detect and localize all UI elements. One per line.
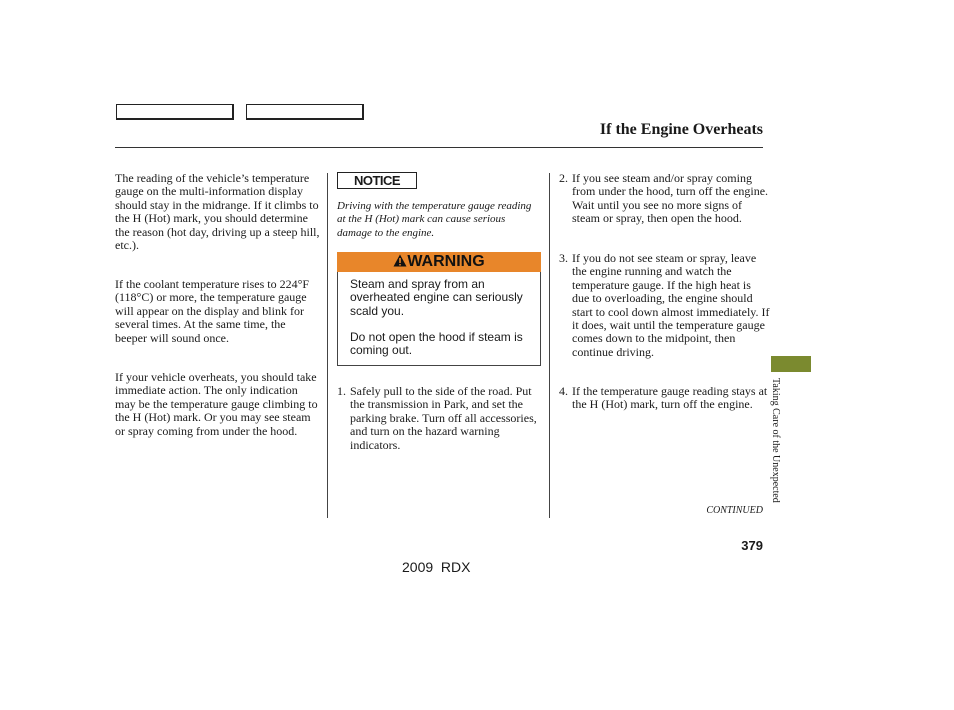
- warning-text-1: Steam and spray from an overheated engine can seriously scald you.: [350, 277, 523, 318]
- step-number: 2.: [559, 171, 568, 185]
- notice-label: NOTICE: [337, 172, 417, 189]
- step-4: [559, 385, 771, 412]
- model-label: 2009 RDX: [402, 559, 471, 575]
- step-number: 1.: [337, 384, 346, 398]
- step-text: If you see steam and/or spray coming from under the hood, turn off the engine. Wait until you see no more signs of steam or spray, then open the hood.: [572, 171, 769, 226]
- step-3: [559, 252, 771, 359]
- step-3-block: [559, 252, 771, 359]
- step-text: If the temperature gauge reading stays at the H (Hot) mark, turn off the engine.: [572, 384, 768, 412]
- warning-triangle-icon: [393, 254, 407, 267]
- nav-box-contents[interactable]: [116, 104, 234, 120]
- step-2-block: [559, 172, 771, 226]
- column-divider-1: [327, 173, 328, 518]
- continued-label: CONTINUED: [706, 505, 763, 516]
- step-text: Safely pull to the side of the road. Put the transmission in Park, and set the parking brake. Turn off all accessories, and turn on the hazard warning indicators.: [350, 384, 537, 452]
- coolant-paragraph: If the coolant temperature rises to 224°F (118°C) or more, the temperature gauge will appear on the display and blink for several times. At the same time, the beeper will sound once.: [115, 277, 310, 345]
- page-number: 379: [741, 538, 763, 553]
- warning-label: WARNING: [407, 253, 485, 270]
- step-number: 4.: [559, 384, 568, 398]
- step-text: If you do not see steam or spray, leave the engine running and watch the temperature gauge. If the high heat is due to overloading, the engine should start to cool down almost immediately. If it does, wait until the temperature gauge comes down to the midpoint, then continue driving.: [572, 251, 770, 359]
- step-1: [337, 385, 542, 452]
- warning-header: [337, 252, 541, 272]
- side-label: [770, 378, 784, 528]
- column-divider-2: [549, 173, 550, 518]
- step-list-middle: [337, 385, 542, 452]
- chapter-tab: [771, 356, 811, 372]
- step-4-block: [559, 385, 771, 412]
- side-label-text: Taking Care of the Unexpected: [770, 378, 781, 503]
- step-number: 3.: [559, 251, 568, 265]
- overheat-paragraph: If your vehicle overheats, you should take immediate action. The only indication may be the temperature gauge climbing to the H (Hot) mark. Or you may see steam or spray coming from under the hood.: [115, 370, 318, 438]
- intro-paragraph: The reading of the vehicle’s temperature gauge on the multi-information display should stay in the midrange. If it climbs to the H (Hot) mark, you should determine the reason (hot day, driving up a steep hill, etc.).: [115, 171, 320, 253]
- section-title: If the Engine Overheats: [599, 121, 763, 138]
- title-rule: [115, 147, 763, 148]
- step-2: [559, 172, 771, 226]
- warning-text-2: Do not open the hood if steam is coming out.: [350, 330, 523, 358]
- nav-box-index[interactable]: [246, 104, 364, 120]
- notice-text: Driving with the temperature gauge reading at the H (Hot) mark can cause serious damage to the engine.: [337, 200, 532, 239]
